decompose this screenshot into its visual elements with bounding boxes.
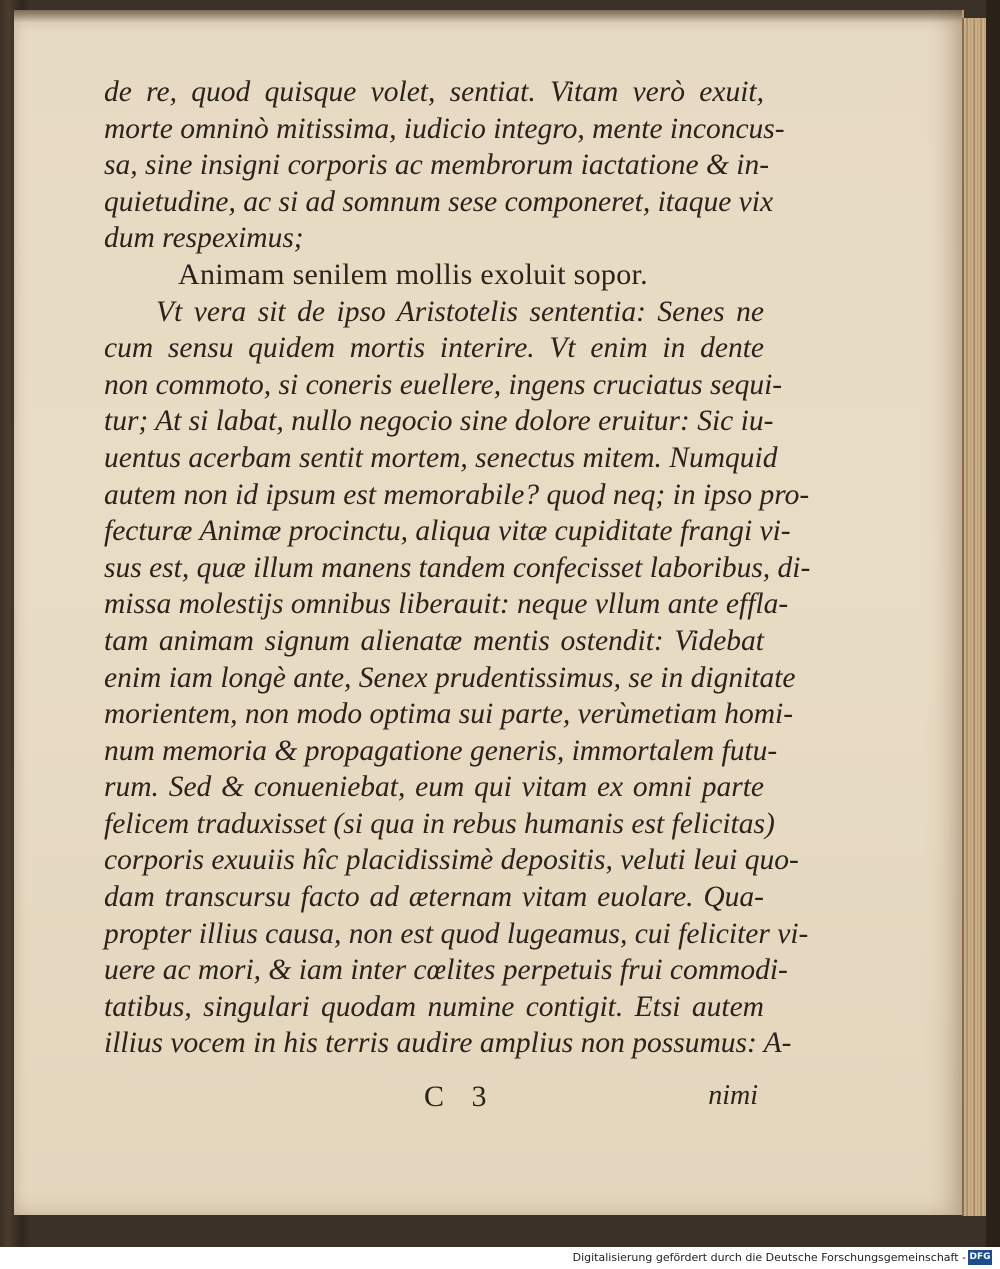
text-line: quietudine, ac si ad somnum sese componeret, itaque vix <box>104 185 774 218</box>
text-line: fecturæ Animæ procinctu, aliqua vitæ cupiditate frangi vi- <box>104 515 791 548</box>
credit-bar <box>0 1247 1000 1269</box>
text-line: morientem, non modo optima sui parte, verùmetiam homi- <box>104 698 794 731</box>
quoted-verse: Animam senilem mollis exoluit sopor. <box>178 257 648 291</box>
text-line: dam transcursu facto ad æternam vitam euolare. Qua- <box>104 881 764 914</box>
body-text <box>104 74 811 1062</box>
text-line: missa molestijs omnibus liberauit: neque vllum ante effla- <box>104 588 789 621</box>
text-line: rum. Sed & conueniebat, eum qui vitam ex omni parte <box>104 771 764 804</box>
text-line: dum respeximus; <box>104 222 304 255</box>
text-line: propter illius causa, non est quod lugeamus, cui feliciter vi- <box>104 917 809 950</box>
text-line: morte omninò mitissima, iudicio integro, mente inconcus- <box>104 112 785 145</box>
text-line: tatibus, singulari quodam numine contigit. Etsi autem <box>104 990 764 1023</box>
text-line: corporis exuuiis hîc placidissimè depositis, veluti leui quo- <box>104 844 799 877</box>
text-line: enim iam longè ante, Senex prudentissimus, se in dignitate <box>104 661 796 694</box>
signature-mark: C 3 <box>424 1080 497 1113</box>
dfg-logo: DFG <box>968 1250 992 1265</box>
funding-credit: Digitalisierung gefördert durch die Deutsche Forschungsgemeinschaft - <box>572 1251 966 1264</box>
catchword: nimi <box>708 1080 758 1111</box>
text-line: Vt vera sit de ipso Aristotelis sententia: Senes ne <box>156 295 764 328</box>
text-line: felicem traduxisset (si qua in rebus humanis est felicitas) <box>104 807 775 840</box>
binding-shadow <box>986 0 1000 1247</box>
text-line: tur; At si labat, nullo negocio sine dolore eruitur: Sic iu- <box>104 405 774 438</box>
page-edges <box>962 18 988 1216</box>
text-line: uere ac mori, & iam inter cœlites perpetuis frui commodi- <box>104 954 788 987</box>
text-line: illius vocem in his terris audire amplius non possumus: A- <box>104 1027 792 1060</box>
text-line: sa, sine insigni corporis ac membrorum iactatione & in- <box>104 149 770 182</box>
page-footer <box>104 1080 764 1120</box>
text-line: de re, quod quisque volet, sentiat. Vitam verò exuit, <box>104 76 764 108</box>
text-line: tam animam signum alienatæ mentis ostendit: Videbat <box>104 624 764 657</box>
text-line: sus est, quæ illum manens tandem confecisset laboribus, di- <box>104 551 811 584</box>
text-line: num memoria & propagatione generis, immortalem futu- <box>104 734 778 767</box>
text-line: uentus acerbam sentit mortem, senectus mitem. Numquid <box>104 441 778 474</box>
text-line: non commoto, si coneris euellere, ingens cruciatus sequi- <box>104 368 783 401</box>
text-line: cum sensu quidem mortis interire. Vt enim in dente <box>104 332 764 365</box>
text-line: autem non id ipsum est memorabile? quod neq; in ipso pro- <box>104 478 810 511</box>
